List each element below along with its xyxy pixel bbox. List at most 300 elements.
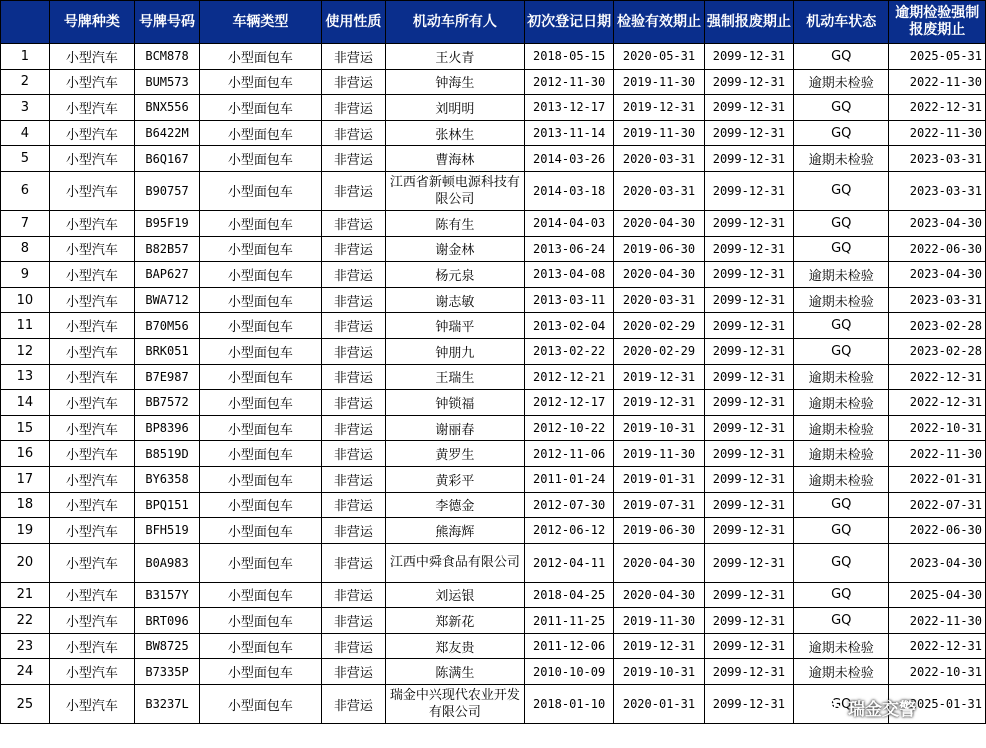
header-usage: 使用性质 (321, 1, 385, 44)
cell-reg-date: 2012-07-30 (524, 492, 613, 518)
cell-vehicle-type: 小型面包车 (200, 441, 322, 467)
cell-plate-number: B6422M (135, 120, 200, 146)
cell-vehicle-type: 小型面包车 (200, 543, 322, 582)
cell-usage: 非营运 (321, 95, 385, 121)
table-row (1, 171, 986, 210)
cell-status: GQ (794, 543, 889, 582)
cell-reg-date: 2012-12-17 (524, 390, 613, 416)
cell-plate-number: BP8396 (135, 415, 200, 441)
cell-status: 逾期未检验 (794, 633, 889, 659)
cell-vehicle-type: 小型面包车 (200, 492, 322, 518)
cell-plate-number: BFH519 (135, 518, 200, 544)
cell-scrap-until: 2099-12-31 (704, 466, 793, 492)
cell-reg-date: 2018-05-15 (524, 44, 613, 70)
table-row (1, 120, 986, 146)
cell-row-number: 18 (1, 492, 50, 518)
cell-row-number: 22 (1, 608, 50, 634)
cell-scrap-until: 2099-12-31 (704, 492, 793, 518)
cell-reg-date: 2018-04-25 (524, 582, 613, 608)
cell-row-number: 7 (1, 210, 50, 236)
cell-plate-number: B6Q167 (135, 146, 200, 172)
cell-plate-type: 小型汽车 (49, 171, 134, 210)
cell-overdue-scrap: 2022-10-31 (889, 659, 986, 685)
cell-overdue-scrap: 2023-03-31 (889, 171, 986, 210)
cell-status: 逾期未检验 (794, 390, 889, 416)
cell-status: 逾期未检验 (794, 364, 889, 390)
table-row (1, 313, 986, 339)
cell-plate-type: 小型汽车 (49, 120, 134, 146)
cell-plate-type: 小型汽车 (49, 69, 134, 95)
cell-reg-date: 2013-02-22 (524, 338, 613, 364)
header-overdue-scrap: 逾期检验强制报废期止 (889, 1, 986, 44)
cell-row-number: 12 (1, 338, 50, 364)
cell-scrap-until: 2099-12-31 (704, 210, 793, 236)
cell-plate-type: 小型汽车 (49, 95, 134, 121)
cell-usage: 非营运 (321, 415, 385, 441)
cell-overdue-scrap: 2022-12-31 (889, 364, 986, 390)
cell-overdue-scrap: 2022-10-31 (889, 415, 986, 441)
cell-usage: 非营运 (321, 518, 385, 544)
cell-plate-number: BCM878 (135, 44, 200, 70)
cell-row-number: 8 (1, 236, 50, 262)
cell-vehicle-type: 小型面包车 (200, 120, 322, 146)
cell-plate-number: B0A983 (135, 543, 200, 582)
cell-overdue-scrap: 2022-01-31 (889, 466, 986, 492)
cell-plate-number: BWA712 (135, 287, 200, 313)
cell-owner: 钟海生 (385, 69, 524, 95)
cell-status: 逾期未检验 (794, 69, 889, 95)
cell-inspect-until: 2019-01-31 (614, 466, 704, 492)
cell-reg-date: 2012-12-21 (524, 364, 613, 390)
cell-row-number: 24 (1, 659, 50, 685)
cell-status: GQ (794, 171, 889, 210)
cell-inspect-until: 2020-04-30 (614, 543, 704, 582)
cell-usage: 非营运 (321, 608, 385, 634)
cell-reg-date: 2012-10-22 (524, 415, 613, 441)
cell-owner: 谢志敏 (385, 287, 524, 313)
cell-reg-date: 2011-11-25 (524, 608, 613, 634)
cell-owner: 陈有生 (385, 210, 524, 236)
cell-usage: 非营运 (321, 390, 385, 416)
cell-plate-type: 小型汽车 (49, 44, 134, 70)
cell-status: GQ (794, 582, 889, 608)
cell-inspect-until: 2019-11-30 (614, 441, 704, 467)
cell-inspect-until: 2019-06-30 (614, 518, 704, 544)
wechat-icon (816, 696, 842, 718)
cell-status: GQ (794, 518, 889, 544)
cell-inspect-until: 2020-04-30 (614, 582, 704, 608)
table-row (1, 466, 986, 492)
table-row (1, 236, 986, 262)
cell-vehicle-type: 小型面包车 (200, 236, 322, 262)
table-row (1, 492, 986, 518)
table-row (1, 441, 986, 467)
cell-plate-type: 小型汽车 (49, 415, 134, 441)
cell-owner: 钟瑞平 (385, 313, 524, 339)
cell-status: GQ (794, 608, 889, 634)
cell-scrap-until: 2099-12-31 (704, 543, 793, 582)
cell-scrap-until: 2099-12-31 (704, 441, 793, 467)
cell-plate-number: BAP627 (135, 262, 200, 288)
cell-plate-number: B3157Y (135, 582, 200, 608)
cell-scrap-until: 2099-12-31 (704, 236, 793, 262)
cell-overdue-scrap: 2023-04-30 (889, 210, 986, 236)
cell-plate-number: B90757 (135, 171, 200, 210)
cell-row-number: 1 (1, 44, 50, 70)
cell-scrap-until: 2099-12-31 (704, 313, 793, 339)
cell-plate-number: BRK051 (135, 338, 200, 364)
cell-owner: 王瑞生 (385, 364, 524, 390)
cell-plate-number: B82B57 (135, 236, 200, 262)
cell-scrap-until: 2099-12-31 (704, 518, 793, 544)
cell-inspect-until: 2020-02-29 (614, 313, 704, 339)
cell-status: GQ (794, 313, 889, 339)
cell-status: 逾期未检验 (794, 287, 889, 313)
cell-owner: 熊海辉 (385, 518, 524, 544)
table-row (1, 390, 986, 416)
cell-owner: 瑞金中兴现代农业开发有限公司 (385, 685, 524, 724)
cell-vehicle-type: 小型面包车 (200, 44, 322, 70)
cell-overdue-scrap: 2023-04-30 (889, 262, 986, 288)
cell-scrap-until: 2099-12-31 (704, 415, 793, 441)
cell-vehicle-type: 小型面包车 (200, 659, 322, 685)
cell-row-number: 11 (1, 313, 50, 339)
cell-reg-date: 2018-01-10 (524, 685, 613, 724)
cell-vehicle-type: 小型面包车 (200, 633, 322, 659)
cell-row-number: 14 (1, 390, 50, 416)
cell-inspect-until: 2020-01-31 (614, 685, 704, 724)
cell-scrap-until: 2099-12-31 (704, 44, 793, 70)
header-no (1, 1, 50, 44)
table-row (1, 338, 986, 364)
cell-plate-number: B8519D (135, 441, 200, 467)
cell-usage: 非营运 (321, 543, 385, 582)
cell-vehicle-type: 小型面包车 (200, 262, 322, 288)
cell-usage: 非营运 (321, 659, 385, 685)
cell-vehicle-type: 小型面包车 (200, 582, 322, 608)
cell-overdue-scrap: 2022-07-31 (889, 492, 986, 518)
cell-owner: 谢丽春 (385, 415, 524, 441)
cell-overdue-scrap: 2022-12-31 (889, 95, 986, 121)
cell-plate-type: 小型汽车 (49, 543, 134, 582)
cell-vehicle-type: 小型面包车 (200, 210, 322, 236)
cell-inspect-until: 2019-12-31 (614, 390, 704, 416)
cell-plate-type: 小型汽车 (49, 466, 134, 492)
cell-scrap-until: 2099-12-31 (704, 364, 793, 390)
header-plate-type: 号牌种类 (49, 1, 134, 44)
cell-plate-number: B3237L (135, 685, 200, 724)
header-status: 机动车状态 (794, 1, 889, 44)
cell-plate-number: B7335P (135, 659, 200, 685)
table-row (1, 262, 986, 288)
header-plate-number: 号牌号码 (135, 1, 200, 44)
cell-vehicle-type: 小型面包车 (200, 313, 322, 339)
cell-plate-type: 小型汽车 (49, 633, 134, 659)
cell-status: GQ (794, 685, 889, 724)
cell-reg-date: 2011-12-06 (524, 633, 613, 659)
cell-reg-date: 2014-03-18 (524, 171, 613, 210)
cell-vehicle-type: 小型面包车 (200, 364, 322, 390)
cell-plate-type: 小型汽车 (49, 582, 134, 608)
cell-inspect-until: 2019-10-31 (614, 415, 704, 441)
cell-inspect-until: 2020-02-29 (614, 338, 704, 364)
table-row (1, 582, 986, 608)
table-row (1, 608, 986, 634)
cell-reg-date: 2012-04-11 (524, 543, 613, 582)
cell-inspect-until: 2019-10-31 (614, 659, 704, 685)
cell-usage: 非营运 (321, 466, 385, 492)
cell-overdue-scrap: 2025-05-31 (889, 44, 986, 70)
table-body (1, 44, 986, 724)
cell-plate-type: 小型汽车 (49, 659, 134, 685)
header-inspect-until: 检验有效期止 (614, 1, 704, 44)
cell-status: GQ (794, 210, 889, 236)
cell-row-number: 19 (1, 518, 50, 544)
cell-reg-date: 2013-06-24 (524, 236, 613, 262)
table-row (1, 543, 986, 582)
cell-reg-date: 2013-02-04 (524, 313, 613, 339)
cell-overdue-scrap: 2022-11-30 (889, 608, 986, 634)
cell-plate-type: 小型汽车 (49, 364, 134, 390)
table-row (1, 364, 986, 390)
cell-reg-date: 2013-11-14 (524, 120, 613, 146)
cell-usage: 非营运 (321, 287, 385, 313)
header-scrap-until: 强制报废期止 (704, 1, 793, 44)
cell-overdue-scrap: 2023-03-31 (889, 287, 986, 313)
cell-vehicle-type: 小型面包车 (200, 69, 322, 95)
cell-row-number: 17 (1, 466, 50, 492)
cell-inspect-until: 2019-07-31 (614, 492, 704, 518)
cell-inspect-until: 2020-04-30 (614, 210, 704, 236)
cell-plate-number: B7E987 (135, 364, 200, 390)
cell-scrap-until: 2099-12-31 (704, 69, 793, 95)
watermark-text: 瑞金交警 (848, 699, 916, 720)
cell-plate-type: 小型汽车 (49, 262, 134, 288)
cell-row-number: 21 (1, 582, 50, 608)
cell-usage: 非营运 (321, 171, 385, 210)
cell-overdue-scrap: 2023-03-31 (889, 146, 986, 172)
cell-status: GQ (794, 120, 889, 146)
cell-reg-date: 2011-01-24 (524, 466, 613, 492)
cell-scrap-until: 2099-12-31 (704, 608, 793, 634)
cell-reg-date: 2014-03-26 (524, 146, 613, 172)
cell-overdue-scrap: 2022-12-31 (889, 633, 986, 659)
cell-plate-type: 小型汽车 (49, 685, 134, 724)
cell-row-number: 23 (1, 633, 50, 659)
cell-scrap-until: 2099-12-31 (704, 262, 793, 288)
cell-inspect-until: 2020-03-31 (614, 146, 704, 172)
cell-vehicle-type: 小型面包车 (200, 95, 322, 121)
table-row (1, 633, 986, 659)
cell-reg-date: 2012-06-12 (524, 518, 613, 544)
cell-overdue-scrap: 2023-04-30 (889, 543, 986, 582)
cell-owner: 郑友贵 (385, 633, 524, 659)
cell-usage: 非营运 (321, 441, 385, 467)
cell-owner: 王火青 (385, 44, 524, 70)
cell-plate-number: BRT096 (135, 608, 200, 634)
cell-vehicle-type: 小型面包车 (200, 338, 322, 364)
cell-scrap-until: 2099-12-31 (704, 146, 793, 172)
cell-owner: 江西中舜食品有限公司 (385, 543, 524, 582)
cell-overdue-scrap: 2023-02-28 (889, 338, 986, 364)
cell-plate-type: 小型汽车 (49, 236, 134, 262)
table-row (1, 659, 986, 685)
cell-plate-number: BB7572 (135, 390, 200, 416)
cell-status: GQ (794, 95, 889, 121)
cell-scrap-until: 2099-12-31 (704, 95, 793, 121)
table-row (1, 146, 986, 172)
table-row (1, 95, 986, 121)
cell-inspect-until: 2020-04-30 (614, 262, 704, 288)
cell-row-number: 20 (1, 543, 50, 582)
cell-status: GQ (794, 492, 889, 518)
cell-scrap-until: 2099-12-31 (704, 659, 793, 685)
cell-inspect-until: 2019-11-30 (614, 120, 704, 146)
cell-usage: 非营运 (321, 262, 385, 288)
cell-plate-type: 小型汽车 (49, 390, 134, 416)
cell-row-number: 5 (1, 146, 50, 172)
cell-owner: 张林生 (385, 120, 524, 146)
cell-status: 逾期未检验 (794, 441, 889, 467)
cell-usage: 非营运 (321, 146, 385, 172)
header-row (1, 1, 986, 44)
table-row (1, 287, 986, 313)
header-owner: 机动车所有人 (385, 1, 524, 44)
cell-inspect-until: 2019-06-30 (614, 236, 704, 262)
cell-owner: 曹海林 (385, 146, 524, 172)
cell-plate-type: 小型汽车 (49, 313, 134, 339)
cell-usage: 非营运 (321, 210, 385, 236)
cell-status: 逾期未检验 (794, 659, 889, 685)
cell-plate-type: 小型汽车 (49, 146, 134, 172)
cell-overdue-scrap: 2022-11-30 (889, 441, 986, 467)
cell-usage: 非营运 (321, 633, 385, 659)
cell-scrap-until: 2099-12-31 (704, 171, 793, 210)
cell-inspect-until: 2019-11-30 (614, 608, 704, 634)
cell-status: 逾期未检验 (794, 146, 889, 172)
cell-scrap-until: 2099-12-31 (704, 120, 793, 146)
cell-overdue-scrap: 2022-11-30 (889, 69, 986, 95)
cell-usage: 非营运 (321, 685, 385, 724)
cell-inspect-until: 2019-12-31 (614, 95, 704, 121)
cell-usage: 非营运 (321, 338, 385, 364)
cell-vehicle-type: 小型面包车 (200, 466, 322, 492)
cell-owner: 谢金林 (385, 236, 524, 262)
cell-row-number: 25 (1, 685, 50, 724)
cell-status: GQ (794, 44, 889, 70)
cell-vehicle-type: 小型面包车 (200, 608, 322, 634)
cell-overdue-scrap: 2022-11-30 (889, 120, 986, 146)
cell-row-number: 4 (1, 120, 50, 146)
cell-plate-number: BNX556 (135, 95, 200, 121)
cell-plate-number: BUM573 (135, 69, 200, 95)
cell-usage: 非营运 (321, 364, 385, 390)
cell-plate-number: B95F19 (135, 210, 200, 236)
cell-vehicle-type: 小型面包车 (200, 287, 322, 313)
cell-plate-type: 小型汽车 (49, 338, 134, 364)
cell-reg-date: 2013-03-11 (524, 287, 613, 313)
cell-overdue-scrap: 2025-01-31 (889, 685, 986, 724)
cell-plate-type: 小型汽车 (49, 492, 134, 518)
cell-vehicle-type: 小型面包车 (200, 390, 322, 416)
cell-usage: 非营运 (321, 492, 385, 518)
cell-usage: 非营运 (321, 236, 385, 262)
cell-owner: 江西省新顿电源科技有限公司 (385, 171, 524, 210)
cell-plate-number: BPQ151 (135, 492, 200, 518)
cell-scrap-until: 2099-12-31 (704, 582, 793, 608)
cell-owner: 杨元泉 (385, 262, 524, 288)
cell-scrap-until: 2099-12-31 (704, 390, 793, 416)
cell-status: 逾期未检验 (794, 262, 889, 288)
cell-scrap-until: 2099-12-31 (704, 633, 793, 659)
table-row (1, 518, 986, 544)
cell-status: 逾期未检验 (794, 415, 889, 441)
cell-plate-type: 小型汽车 (49, 608, 134, 634)
cell-scrap-until: 2099-12-31 (704, 338, 793, 364)
cell-scrap-until: 2099-12-31 (704, 287, 793, 313)
cell-overdue-scrap: 2022-06-30 (889, 236, 986, 262)
cell-row-number: 15 (1, 415, 50, 441)
cell-reg-date: 2014-04-03 (524, 210, 613, 236)
cell-plate-number: BW8725 (135, 633, 200, 659)
cell-row-number: 6 (1, 171, 50, 210)
cell-overdue-scrap: 2023-02-28 (889, 313, 986, 339)
cell-plate-number: BY6358 (135, 466, 200, 492)
cell-plate-type: 小型汽车 (49, 210, 134, 236)
cell-vehicle-type: 小型面包车 (200, 146, 322, 172)
cell-owner: 钟朋九 (385, 338, 524, 364)
cell-reg-date: 2012-11-06 (524, 441, 613, 467)
table-row (1, 210, 986, 236)
cell-vehicle-type: 小型面包车 (200, 685, 322, 724)
table-row (1, 44, 986, 70)
watermark (816, 692, 986, 722)
cell-row-number: 2 (1, 69, 50, 95)
cell-row-number: 10 (1, 287, 50, 313)
cell-reg-date: 2013-04-08 (524, 262, 613, 288)
cell-inspect-until: 2020-03-31 (614, 287, 704, 313)
cell-status: GQ (794, 338, 889, 364)
cell-status: 逾期未检验 (794, 466, 889, 492)
cell-usage: 非营运 (321, 69, 385, 95)
cell-usage: 非营运 (321, 44, 385, 70)
cell-vehicle-type: 小型面包车 (200, 171, 322, 210)
cell-status: GQ (794, 236, 889, 262)
cell-usage: 非营运 (321, 120, 385, 146)
cell-reg-date: 2013-12-17 (524, 95, 613, 121)
cell-reg-date: 2012-11-30 (524, 69, 613, 95)
cell-vehicle-type: 小型面包车 (200, 415, 322, 441)
cell-overdue-scrap: 2025-04-30 (889, 582, 986, 608)
cell-inspect-until: 2019-12-31 (614, 364, 704, 390)
cell-row-number: 3 (1, 95, 50, 121)
cell-row-number: 16 (1, 441, 50, 467)
cell-owner: 黄彩平 (385, 466, 524, 492)
header-reg-date: 初次登记日期 (524, 1, 613, 44)
cell-owner: 黄罗生 (385, 441, 524, 467)
cell-owner: 陈满生 (385, 659, 524, 685)
cell-overdue-scrap: 2022-12-31 (889, 390, 986, 416)
table-row (1, 415, 986, 441)
cell-plate-type: 小型汽车 (49, 441, 134, 467)
cell-usage: 非营运 (321, 313, 385, 339)
cell-scrap-until: 2099-12-31 (704, 685, 793, 724)
cell-inspect-until: 2020-05-31 (614, 44, 704, 70)
table-row (1, 69, 986, 95)
cell-overdue-scrap: 2022-06-30 (889, 518, 986, 544)
cell-row-number: 13 (1, 364, 50, 390)
cell-usage: 非营运 (321, 582, 385, 608)
